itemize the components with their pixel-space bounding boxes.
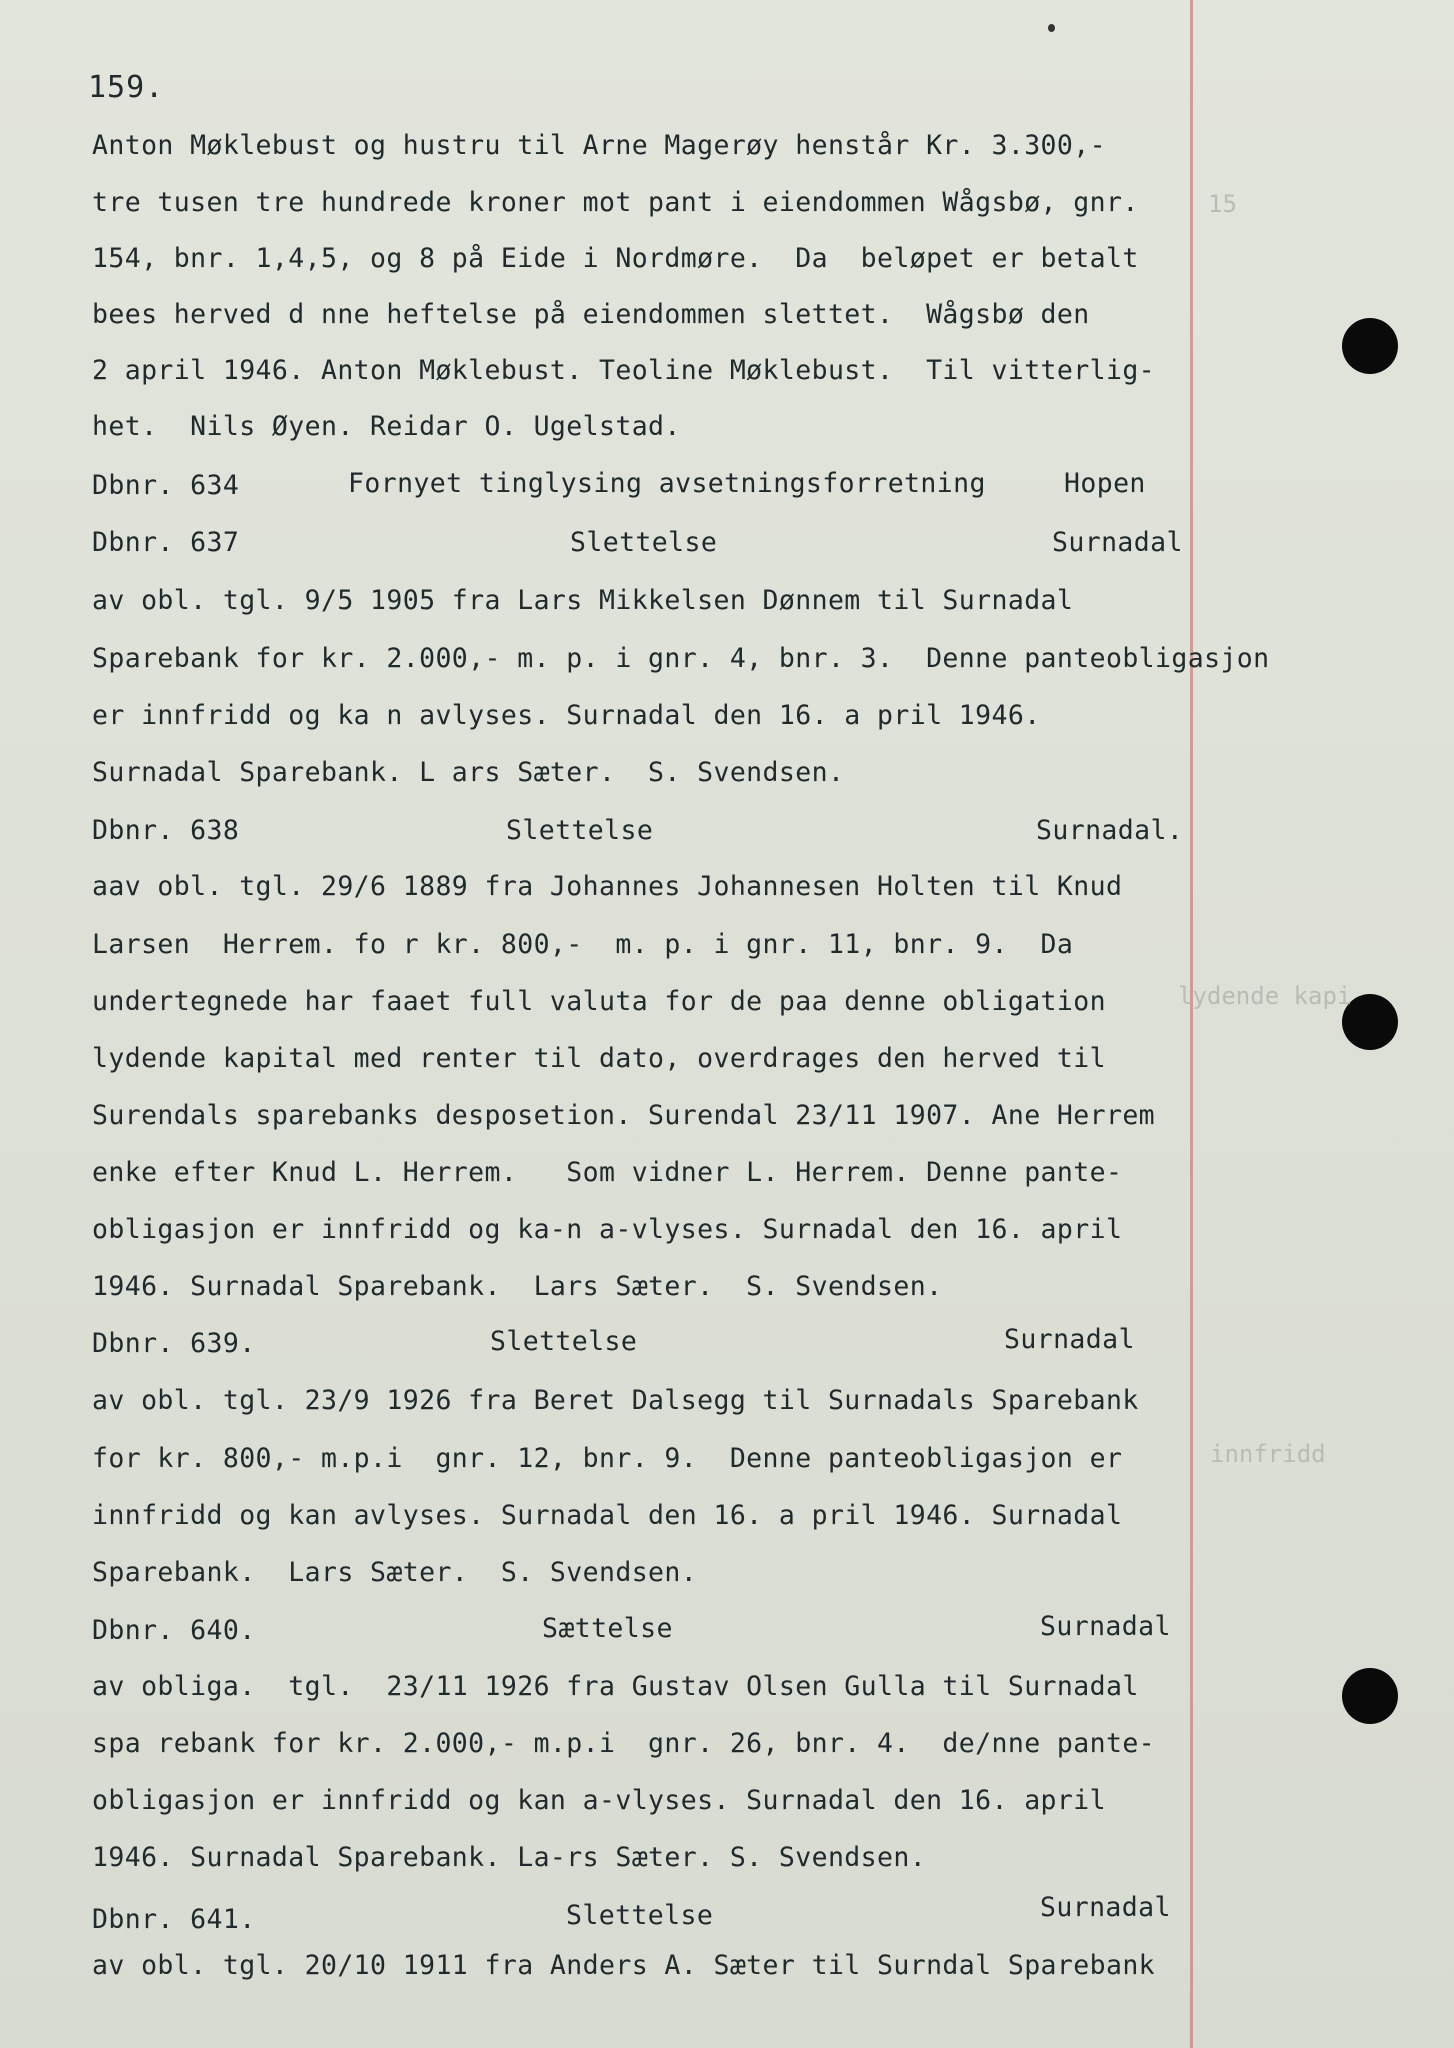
faint-bleed-text: lydende kapi [1178, 982, 1352, 1010]
text-line: obligasjon er innfridd og kan a-vlyses. Surnadal den 16. april [92, 1785, 1106, 1816]
text-line: Anton Møklebust og hustru til Arne Magerøy henstår Kr. 3.300,- [92, 130, 1106, 161]
entry-title: Slettelse [570, 527, 718, 558]
text-line: enke efter Knud L. Herrem. Som vidner L. Herrem. Denne pante- [92, 1157, 1123, 1188]
text-line: 2 april 1946. Anton Møklebust. Teoline Møklebust. Til vitterlig- [92, 355, 1156, 386]
text-line: av obliga. tgl. 23/11 1926 fra Gustav Olsen Gulla til Surnadal [92, 1671, 1139, 1702]
entry-place: Surnadal. [1036, 815, 1184, 846]
text-line: 1946. Surnadal Sparebank. La-rs Sæter. S. Svendsen. [92, 1842, 927, 1873]
page-number: 159. [88, 70, 165, 105]
text-line: het. Nils Øyen. Reidar O. Ugelstad. [92, 411, 681, 442]
entry-title: Sættelse [542, 1613, 673, 1644]
text-line: Sparebank. Lars Sæter. S. Svendsen. [92, 1557, 698, 1588]
entry-title: Slettelse [506, 815, 654, 846]
punch-hole-3 [1342, 1668, 1398, 1724]
entry-place: Surnadal [1052, 527, 1183, 558]
text-line: tre tusen tre hundrede kroner mot pant i eiendommen Wågsbø, gnr. [92, 187, 1139, 218]
entry-place: Surnadal [1004, 1324, 1135, 1355]
text-line: lydende kapital med renter til dato, overdrages den herved til [92, 1043, 1106, 1074]
text-line: av obl. tgl. 23/9 1926 fra Beret Dalsegg til Surnadals Sparebank [92, 1385, 1139, 1416]
entry-title: Slettelse [490, 1326, 638, 1357]
text-line: obligasjon er innfridd og ka-n a-vlyses. Surnadal den 16. april [92, 1214, 1123, 1245]
dbnr-label: Dbnr. 641. [92, 1904, 256, 1935]
dbnr-label: Dbnr. 637 [92, 527, 240, 558]
text-line: er innfridd og ka n avlyses. Surnadal den 16. a pril 1946. [92, 700, 1041, 731]
text-line: spa rebank for kr. 2.000,- m.p.i gnr. 26, bnr. 4. de/nne pante- [92, 1728, 1156, 1759]
text-line: Sparebank for kr. 2.000,- m. p. i gnr. 4, bnr. 3. Denne panteobligasjon [92, 643, 1270, 674]
entry-title: Slettelse [566, 1900, 714, 1931]
dbnr-label: Dbnr. 634 [92, 470, 240, 501]
entry-place: Surnadal [1040, 1892, 1171, 1923]
text-line: av obl. tgl. 20/10 1911 fra Anders A. Sæter til Surndal Sparebank [92, 1950, 1156, 1981]
dbnr-label: Dbnr. 640. [92, 1615, 256, 1646]
text-line: Surendals sparebanks desposetion. Surendal 23/11 1907. Ane Herrem [92, 1100, 1156, 1131]
entry-title: Fornyet tinglysing avsetningsforretning [348, 468, 986, 499]
punch-hole-1 [1342, 318, 1398, 374]
dbnr-label: Dbnr. 638 [92, 815, 240, 846]
ink-speck [1048, 24, 1055, 32]
faint-bleed-text: innfridd [1210, 1440, 1326, 1468]
text-line: bees herved d nne heftelse på eiendommen slettet. Wågsbø den [92, 299, 1090, 330]
text-line: aav obl. tgl. 29/6 1889 fra Johannes Johannesen Holten til Knud [92, 871, 1123, 902]
text-line: Larsen Herrem. fo r kr. 800,- m. p. i gnr. 11, bnr. 9. Da [92, 929, 1074, 960]
text-line: av obl. tgl. 9/5 1905 fra Lars Mikkelsen Dønnem til Surnadal [92, 585, 1074, 616]
text-line: Surnadal Sparebank. L ars Sæter. S. Svendsen. [92, 757, 845, 788]
faint-margin-mark: 15 [1208, 190, 1237, 218]
entry-place: Surnadal [1040, 1611, 1171, 1642]
text-line: innfridd og kan avlyses. Surnadal den 16. a pril 1946. Surnadal [92, 1500, 1123, 1531]
text-line: for kr. 800,- m.p.i gnr. 12, bnr. 9. Denne panteobligasjon er [92, 1443, 1123, 1474]
entry-place: Hopen [1064, 468, 1146, 499]
text-line: 1946. Surnadal Sparebank. Lars Sæter. S. Svendsen. [92, 1271, 943, 1302]
text-line: undertegnede har faaet full valuta for de paa denne obligation [92, 986, 1106, 1017]
red-margin-line [1190, 0, 1193, 2048]
dbnr-label: Dbnr. 639. [92, 1328, 256, 1359]
text-line: 154, bnr. 1,4,5, og 8 på Eide i Nordmøre. Da beløpet er betalt [92, 243, 1139, 274]
